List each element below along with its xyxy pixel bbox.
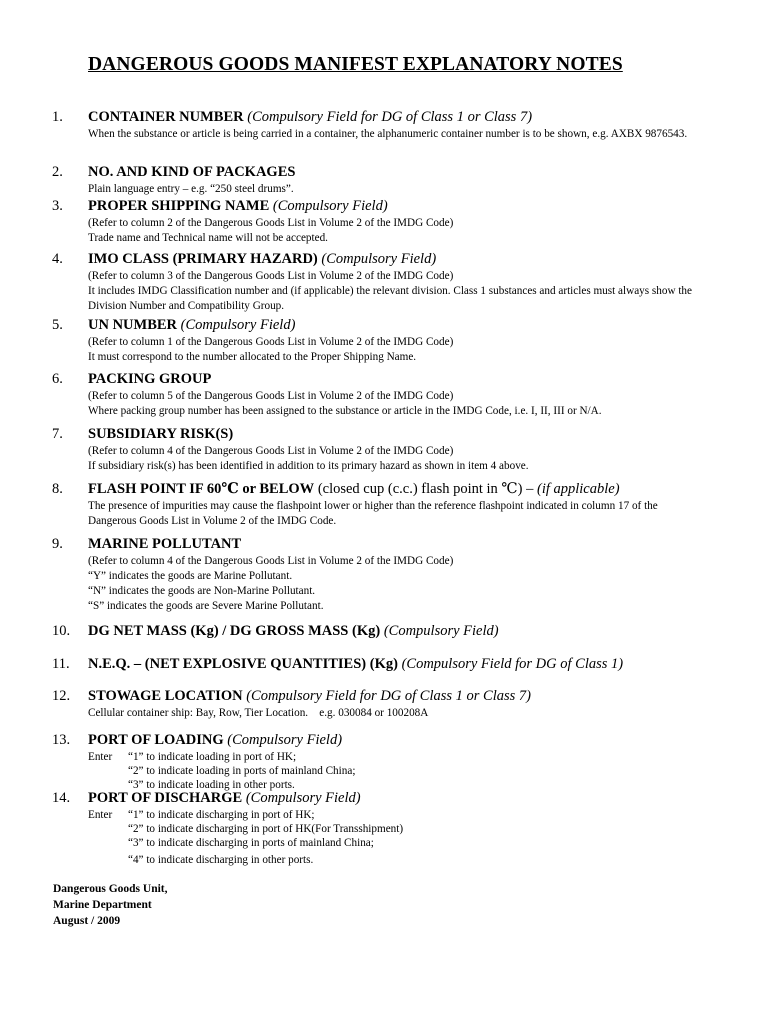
item-line: (Refer to column 5 of the Dangerous Goods List in Volume 2 of the IMDG Code) (88, 390, 454, 402)
item-body (88, 444, 708, 474)
item-line: (Refer to column 4 of the Dangerous Goods List in Volume 2 of the IMDG Code) (88, 445, 454, 457)
item-line: “2” to indicate discharging in port of HK(For Transshipment) (128, 823, 404, 835)
item-line: “3” to indicate discharging in ports of mainland China; (128, 837, 374, 849)
item-label: UN NUMBER (88, 317, 178, 333)
item-line: It must correspond to the number allocated to the Proper Shipping Name. (88, 351, 417, 363)
footer-department: Marine Department (53, 899, 152, 911)
item-line: (Refer to column 1 of the Dangerous Goods List in Volume 2 of the IMDG Code) (88, 336, 454, 348)
footer-unit: Dangerous Goods Unit, (53, 883, 168, 895)
item-note: (Compulsory Field) (245, 790, 361, 806)
item-label: CONTAINER NUMBER (88, 109, 244, 125)
item-label: PACKING GROUP (88, 371, 212, 387)
item-heading (88, 164, 295, 181)
item-number: 7. (52, 426, 63, 442)
item-line: “Y” indicates the goods are Marine Pollutant. (88, 570, 293, 582)
item-line: “2” to indicate loading in ports of mainland China; (128, 765, 356, 777)
item-heading (88, 732, 342, 749)
enter-row (88, 836, 708, 850)
item-number: 10. (52, 623, 71, 639)
item-label: MARINE POLLUTANT (88, 536, 242, 552)
footer-date: August / 2009 (53, 915, 121, 927)
item-body (88, 269, 700, 314)
enter-row (88, 853, 708, 867)
item-heading (88, 623, 499, 640)
item-note: (Compulsory Field for DG of Class 1 or Class 7) (247, 109, 533, 125)
item-note: (Compulsory Field) (321, 251, 437, 267)
item-label: PORT OF LOADING (88, 732, 224, 748)
item-label: N.E.Q. – (NET EXPLOSIVE QUANTITIES) (Kg) (88, 656, 398, 672)
item-body (88, 706, 708, 721)
item-note: (if applicable) (536, 481, 620, 497)
item-line: When the substance or article is being carried in a container, the alphanumeric container number is to be shown, e.g. AXBX 9876543. (88, 128, 688, 140)
item-line: (Refer to column 4 of the Dangerous Goods List in Volume 2 of the IMDG Code) (88, 555, 454, 567)
item-number: 9. (52, 536, 63, 552)
item-line: If subsidiary risk(s) has been identified in addition to its primary hazard as shown in item 4 above. (88, 460, 529, 472)
item-body (88, 750, 708, 792)
item-heading (88, 656, 623, 673)
item-number: 5. (52, 317, 63, 333)
item-heading (88, 790, 361, 807)
item-body (88, 216, 708, 246)
item-number: 14. (52, 790, 71, 806)
item-heading (88, 481, 620, 498)
enter-row (88, 750, 708, 764)
item-label: FLASH POINT IF 60℃ or BELOW (88, 481, 315, 497)
item-body (88, 808, 708, 867)
item-label: SUBSIDIARY RISK(S) (88, 426, 234, 442)
item-label: STOWAGE LOCATION (88, 688, 243, 704)
item-line: Trade name and Technical name will not be accepted. (88, 232, 328, 244)
item-body (88, 182, 708, 197)
item-line: Plain language entry – e.g. “250 steel drums”. (88, 183, 294, 195)
item-body (88, 389, 708, 419)
item-number: 1. (52, 109, 63, 125)
item-line: It includes IMDG Classification number and (if applicable) the relevant division. Class 1 substances and articles must always show the Division Number and Compatibility Group. (88, 285, 692, 312)
item-mid-text: (closed cup (c.c.) flash point in ℃) – (317, 481, 534, 497)
item-heading (88, 536, 241, 553)
item-number: 13. (52, 732, 71, 748)
item-note: (Compulsory Field) (227, 732, 343, 748)
item-heading (88, 688, 531, 705)
item-heading (88, 426, 233, 443)
item-body (88, 335, 708, 365)
item-body (88, 554, 708, 614)
item-note: (Compulsory Field) (383, 623, 499, 639)
page-title: DANGEROUS GOODS MANIFEST EXPLANATORY NOTES (88, 54, 623, 75)
item-heading (88, 317, 295, 334)
item-body (88, 127, 698, 142)
item-line: “N” indicates the goods are Non-Marine Pollutant. (88, 585, 316, 597)
item-line: “S” indicates the goods are Severe Marine Pollutant. (88, 600, 324, 612)
item-line: “1” to indicate discharging in port of HK; (128, 809, 315, 821)
item-note: (Compulsory Field) (180, 317, 296, 333)
enter-row (88, 808, 708, 822)
item-line: “3” to indicate loading in other ports. (128, 779, 295, 791)
item-line: The presence of impurities may cause the flashpoint lower or higher than the reference flashpoint indicated in column 17 of the Dangerous Goods List in Volume 2 of the IMDG Code. (88, 500, 658, 527)
enter-label: Enter (88, 809, 113, 821)
item-label: IMO CLASS (PRIMARY HAZARD) (88, 251, 318, 267)
item-note: (Compulsory Field for DG of Class 1 or Class 7) (246, 688, 531, 704)
item-heading (88, 251, 436, 268)
item-line: (Refer to column 2 of the Dangerous Goods List in Volume 2 of the IMDG Code) (88, 217, 454, 229)
enter-row (88, 764, 708, 778)
item-number: 2. (52, 164, 63, 180)
document-footer (53, 881, 168, 929)
item-heading (88, 198, 388, 215)
item-heading (88, 109, 532, 126)
item-line: “1” to indicate loading in port of HK; (128, 751, 297, 763)
item-label: NO. AND KIND OF PACKAGES (88, 164, 296, 180)
item-label: PORT OF DISCHARGE (88, 790, 243, 806)
item-line: “4” to indicate discharging in other ports. (128, 854, 314, 866)
item-body (88, 499, 700, 529)
item-label: PROPER SHIPPING NAME (88, 198, 270, 214)
item-number: 4. (52, 251, 63, 267)
item-line: Cellular container ship: Bay, Row, Tier Location. e.g. 030084 or 100208A (88, 707, 429, 719)
item-line: Where packing group number has been assigned to the substance or article in the IMDG Code, i.e. I, II, III or N/A. (88, 405, 602, 417)
enter-row (88, 822, 708, 836)
item-number: 3. (52, 198, 63, 214)
item-line: (Refer to column 3 of the Dangerous Goods List in Volume 2 of the IMDG Code) (88, 270, 454, 282)
enter-label: Enter (88, 751, 113, 763)
item-number: 11. (52, 656, 70, 672)
item-note: (Compulsory Field) (272, 198, 388, 214)
item-number: 8. (52, 481, 63, 497)
item-number: 12. (52, 688, 71, 704)
item-note: (Compulsory Field for DG of Class 1) (401, 656, 624, 672)
item-label: DG NET MASS (Kg) / DG GROSS MASS (Kg) (88, 623, 381, 639)
item-heading (88, 371, 211, 388)
item-number: 6. (52, 371, 63, 387)
